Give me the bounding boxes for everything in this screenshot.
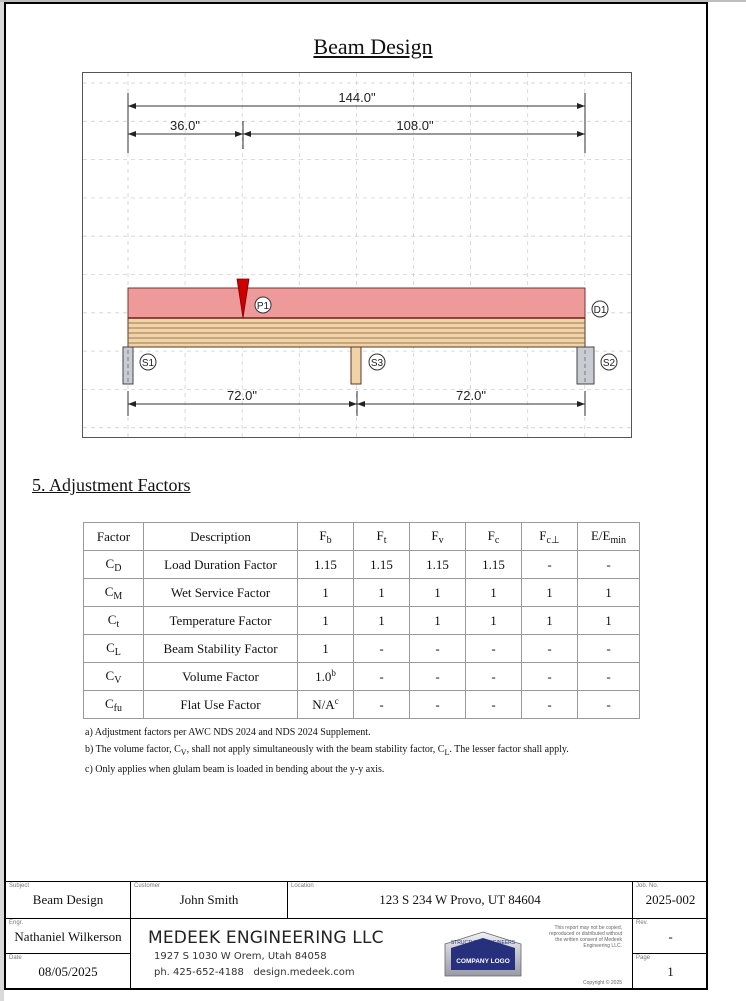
tag-p1: P1 (256, 301, 270, 312)
date-value: 08/05/2025 (38, 964, 98, 979)
rev-value: - (668, 929, 673, 944)
company-website: design.medeek.com (253, 967, 355, 978)
value-cell: 1 (466, 607, 522, 635)
dim-load-left-label: 36.0" (170, 118, 200, 133)
tag-s1: S1 (141, 358, 155, 369)
header-fb: $F_b$ (298, 523, 354, 551)
value-cell: - (410, 635, 466, 663)
engineer-cell: Engr. Nathaniel Wilkerson (6, 919, 130, 953)
value-cell: 1.15 (298, 551, 354, 579)
job-number-cell: Job. No. 2025-002 (633, 882, 708, 918)
company-logo-icon (443, 930, 523, 978)
value-cell: $N/A^c$ (298, 691, 354, 719)
value-cell: - (522, 551, 578, 579)
header-fc: $F_c$ (466, 523, 522, 551)
dimension-spans (128, 388, 585, 416)
description-cell: Beam Stability Factor (144, 635, 298, 663)
value-cell: 1 (578, 579, 640, 607)
value-cell: - (578, 663, 640, 691)
value-cell: - (466, 691, 522, 719)
value-cell: 1 (298, 579, 354, 607)
factor-cell: $C_D$ (84, 551, 144, 579)
customer-value: John Smith (179, 892, 239, 907)
value-cell: - (522, 691, 578, 719)
rev-cell: Rev. - (633, 919, 708, 953)
page-value: 1 (667, 964, 674, 979)
value-cell: - (410, 691, 466, 719)
value-cell: - (578, 691, 640, 719)
note-b: b) The volume factor, $C_V$, shall not apply simultaneously with the beam stability factor, $C_L$. The lesser factor shall apply. (85, 744, 569, 757)
header-factor: Factor (84, 523, 144, 551)
adjustment-factors-table (83, 522, 640, 719)
engineer-value: Nathaniel Wilkerson (14, 929, 122, 944)
date-cell: Date 08/05/2025 (6, 954, 130, 989)
company-name: MEDEEK ENGINEERING LLC (148, 928, 384, 948)
dim-span-left-label: 72.0" (227, 388, 257, 403)
value-cell: 1 (522, 579, 578, 607)
value-cell: 1.15 (410, 551, 466, 579)
table-row (84, 663, 640, 691)
support-s3 (351, 347, 361, 384)
value-cell: 1 (298, 607, 354, 635)
location-value: 123 S 234 W Provo, UT 84604 (379, 892, 541, 907)
factor-cell: $C_M$ (84, 579, 144, 607)
distributed-load-d1 (128, 288, 585, 318)
description-cell: Temperature Factor (144, 607, 298, 635)
glulam-beam (128, 318, 585, 347)
page-title: Beam Design (313, 34, 433, 59)
support-s2 (577, 347, 594, 384)
value-cell: 1 (410, 579, 466, 607)
description-cell: Flat Use Factor (144, 691, 298, 719)
factor-cell: $C_L$ (84, 635, 144, 663)
copyright-text: Copyright © 2025 (583, 980, 622, 986)
beam-diagram (82, 72, 632, 438)
description-cell: Volume Factor (144, 663, 298, 691)
value-cell: - (354, 691, 410, 719)
value-cell: 1.15 (354, 551, 410, 579)
job-number-value: 2025-002 (645, 892, 696, 907)
section-heading: 5. Adjustment Factors (32, 475, 191, 495)
page-right-margin (710, 2, 746, 1001)
header-fv: $F_v$ (410, 523, 466, 551)
table-row (84, 691, 640, 719)
note-c: c) Only applies when glulam beam is loaded in bending about the y-y axis. (85, 764, 385, 775)
value-cell: - (522, 663, 578, 691)
dim-overall-label: 144.0" (338, 90, 376, 105)
factor-cell: $C_t$ (84, 607, 144, 635)
company-contact: ph. 425-652-4188 design.medeek.com (154, 967, 355, 978)
factor-cell: $C_{fu}$ (84, 691, 144, 719)
tag-s2: S2 (602, 358, 616, 369)
value-cell: 1.15 (466, 551, 522, 579)
table-notes (85, 724, 569, 778)
value-cell: - (578, 551, 640, 579)
table-row (84, 579, 640, 607)
company-address: 1927 S 1030 W Orem, Utah 84058 (154, 951, 327, 962)
value-cell: - (578, 635, 640, 663)
table-row (84, 635, 640, 663)
value-cell: - (410, 663, 466, 691)
value-cell: - (354, 635, 410, 663)
customer-cell: Customer John Smith (131, 882, 287, 918)
value-cell: 1 (466, 579, 522, 607)
value-cell: - (466, 663, 522, 691)
subject-cell: Subject Beam Design (6, 882, 130, 918)
dim-span-right-label: 72.0" (456, 388, 486, 403)
note-a: a) Adjustment factors per AWC NDS 2024 and NDS 2024 Supplement. (85, 727, 371, 738)
page-cell: Page 1 (633, 954, 708, 989)
table-row (84, 607, 640, 635)
header-ft: $F_t$ (354, 523, 410, 551)
value-cell: 1 (354, 607, 410, 635)
description-cell: Load Duration Factor (144, 551, 298, 579)
disclaimer-text: This report may not be copied, reproduced or distributed without the written consent of Medeek Engineering LLC. (549, 925, 622, 949)
value-cell: - (522, 635, 578, 663)
beam-diagram-svg (83, 73, 631, 437)
header-fc-perp: $F_{c\perp}$ (522, 523, 578, 551)
logo-text: COMPANY LOGO (456, 958, 510, 965)
value-cell: - (466, 635, 522, 663)
value-cell: 1 (410, 607, 466, 635)
header-e-emin: $E/E_{min}$ (578, 523, 640, 551)
value-cell: 1 (298, 635, 354, 663)
value-cell: 1 (522, 607, 578, 635)
value-cell: - (354, 663, 410, 691)
tag-d1: D1 (593, 305, 607, 316)
location-cell: Location 123 S 234 W Provo, UT 84604 (288, 882, 632, 918)
value-cell: 1 (578, 607, 640, 635)
logo-arc-text: STRUCTURAL ENGINEERS (450, 940, 516, 946)
table-row (84, 551, 640, 579)
dim-load-right-label: 108.0" (396, 118, 434, 133)
value-cell: 1 (354, 579, 410, 607)
table-header-row (84, 523, 640, 551)
header-description: Description (144, 523, 298, 551)
value-cell: 1.0$^b$ (298, 663, 354, 691)
tag-s3: S3 (370, 358, 384, 369)
factor-cell: $C_V$ (84, 663, 144, 691)
description-cell: Wet Service Factor (144, 579, 298, 607)
subject-value: Beam Design (32, 892, 104, 907)
